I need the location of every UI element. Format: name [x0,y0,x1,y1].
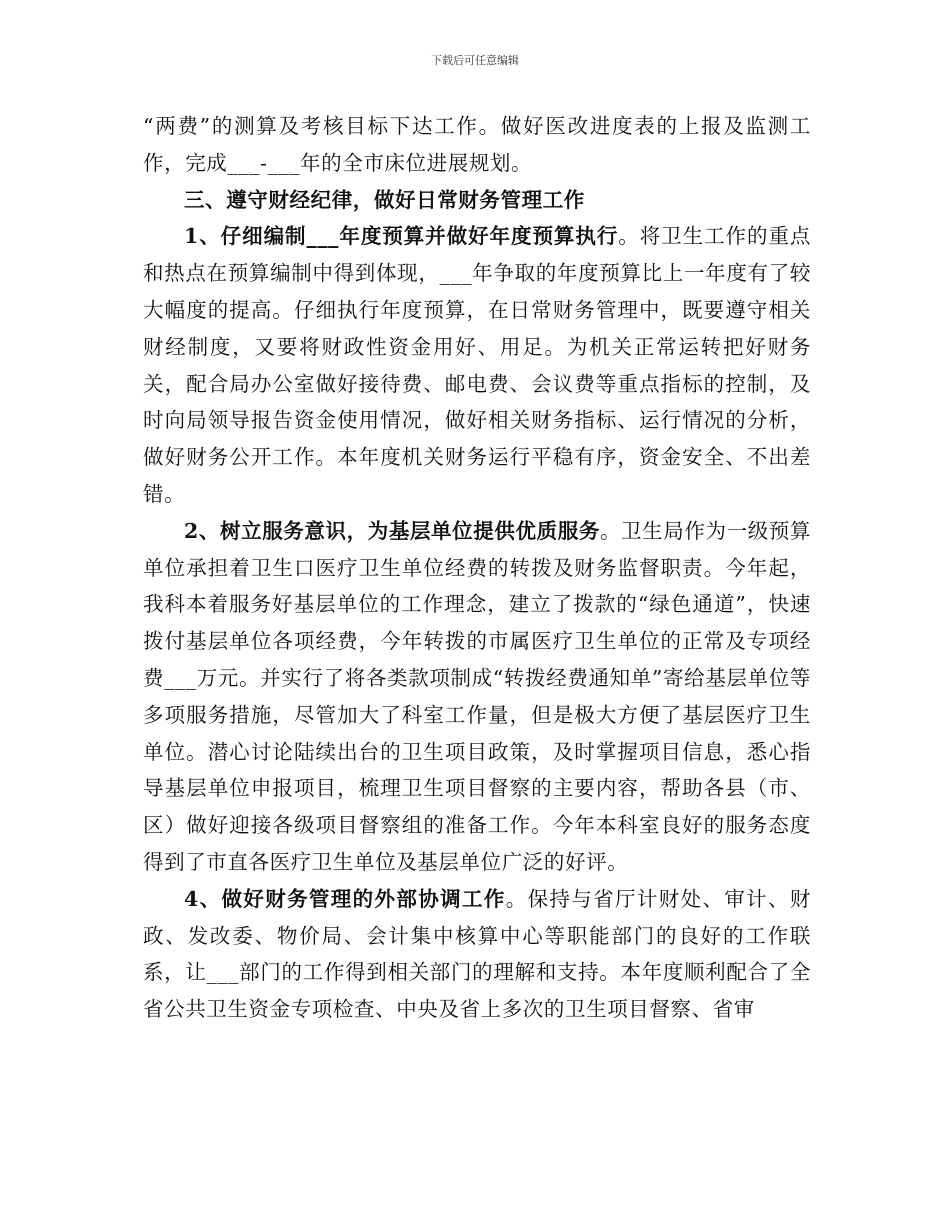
paragraph-lead: 1、仔细编制___年度预算并做好年度预算执行 [184,224,619,249]
paragraph-coordination [143,881,811,1028]
paragraph-text: 。保持与省厅计财处、审计、财政、发改委、物价局、会计集中核算中心等职能部门的良好的工作联系，让___部门的工作得到相关部门的理解和支持。本年度顺利配合了全省公共卫生资金专项检查、中央及省上多次的卫生项目督察、省审 [143,886,812,1022]
paragraph-lead: 4、做好财务管理的外部协调工作 [184,886,506,911]
paragraph-text: 。卫生局作为一级预算单位承担着卫生口医疗卫生单位经费的转拨及财务监督职责。今年起，我科本着服务好基层单位的工作理念，建立了拨款的“绿色通道”，快速拨付基层单位各项经费，今年转拨的市属医疗卫生单位的正常及专项经费___万元。并实行了将各类款项制成“转拨经费通知单”寄给基层单位等多项服务措施，尽管加大了科室工作量，但是极大方便了基层医疗卫生单位。潜心讨论陆续出台的卫生项目政策，及时掌握项目信息，悉心指导基层单位申报项目，梳理卫生项目督察的主要内容，帮助各县（市、区）做好迎接各级项目督察组的准备工作。今年本科室良好的服务态度得到了市直各医疗卫生单位及基层单位广泛的好评。 [143,518,812,874]
document-body [143,108,811,1028]
page-header: 下载后可任意编辑 [431,54,519,67]
paragraph-text: 。将卫生工作的重点和热点在预算编制中得到体现，___年争取的年度预算比上一年度有了较大幅度的提高。仔细执行年度预算，在日常财务管理中，既要遵守相关财经制度，又要将财政性资金用好、用足。为机关正常运转把好财务关，配合局办公室做好接待费、邮电费、会议费等重点指标的控制，及时向局领导报告资金使用情况，做好相关财务指标、运行情况的分析，做好财务公开工作。本年度机关财务运行平稳有序，资金安全、不出差错。 [143,224,812,506]
section-heading-text: 三、遵守财经纪律，做好日常财务管理工作 [184,187,585,212]
paragraph-service [143,513,811,881]
paragraph-continuation [143,108,811,182]
section-heading [143,182,811,219]
paragraph-budget [143,218,811,512]
paragraph-lead: 2、树立服务意识，为基层单位提供优质服务 [184,518,600,543]
paragraph-text: “两费”的测算及考核目标下达工作。做好医改进度表的上报及监测工作，完成___-___年的全市床位进展规划。 [143,114,811,175]
